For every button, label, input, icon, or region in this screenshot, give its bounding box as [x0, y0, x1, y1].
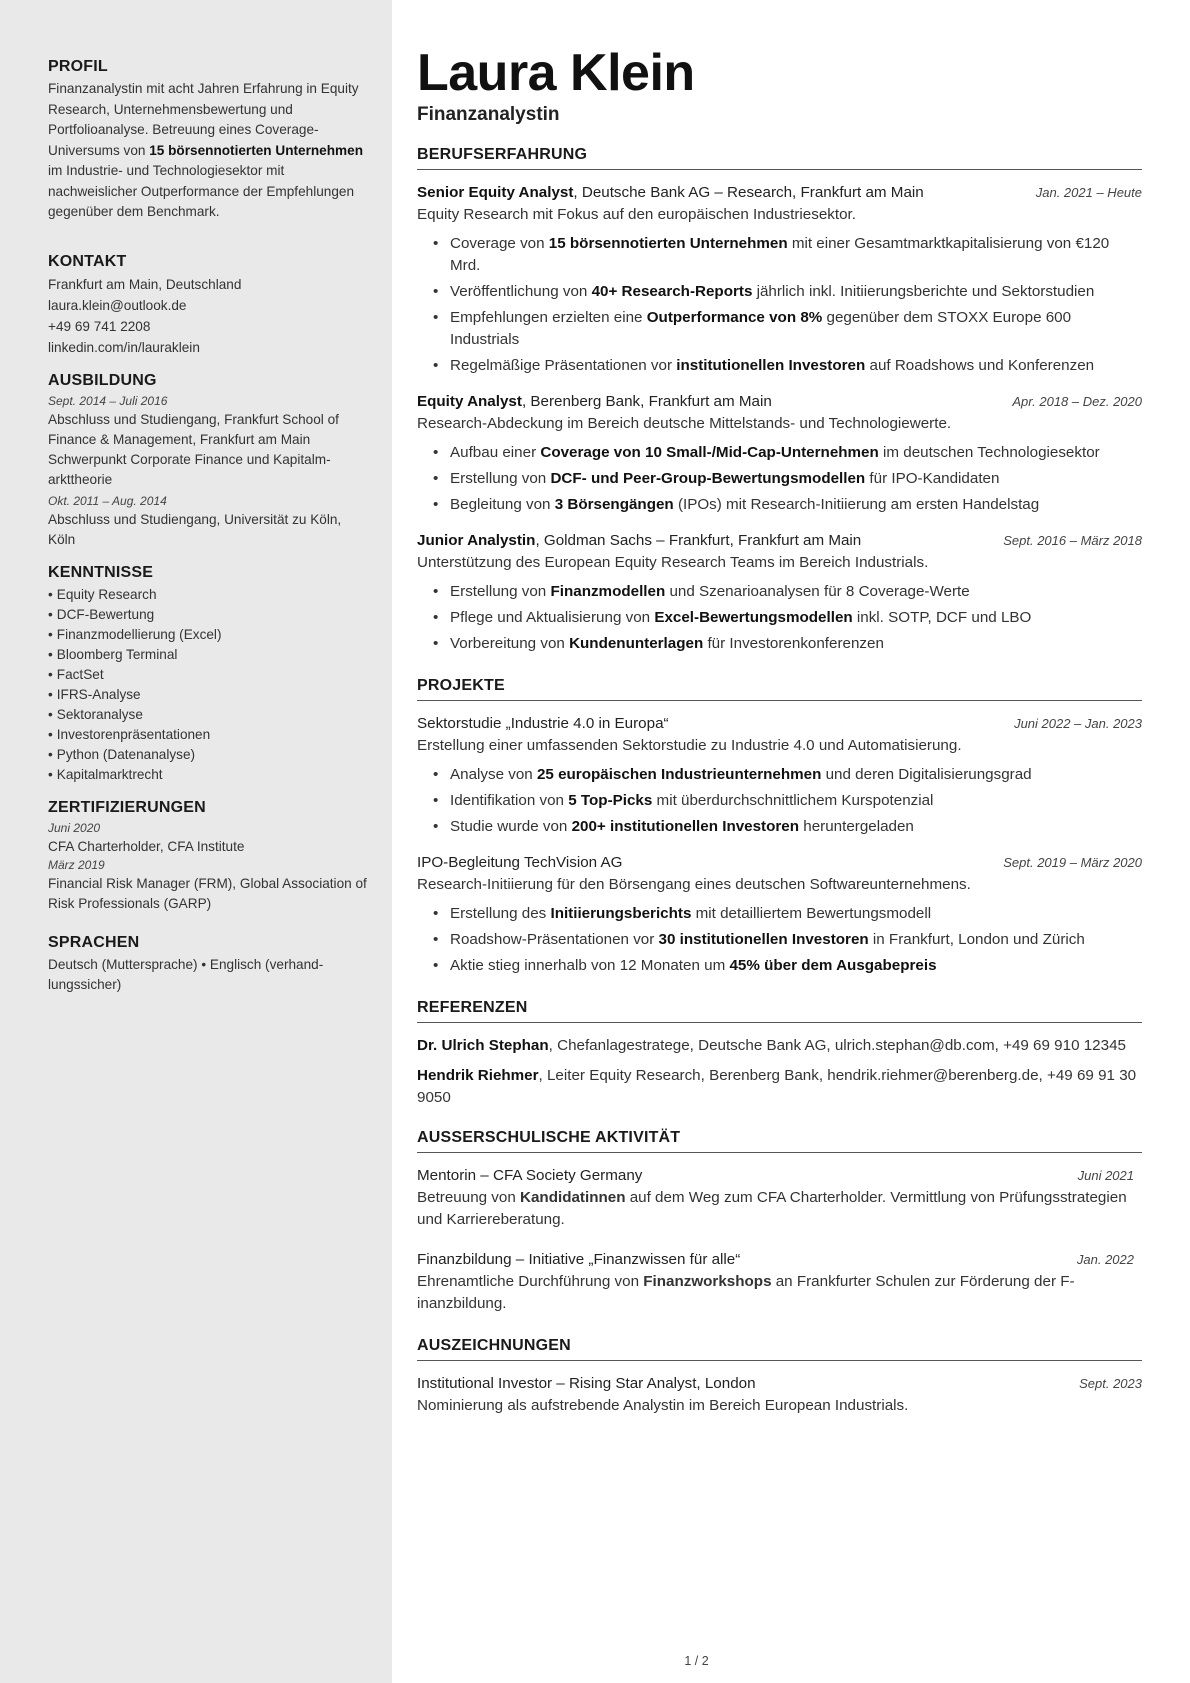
- profile-text: Finanzanalystin mit acht Jahren Erfahrung in Equity Research, Unternehmensbewertung und Portfolioanalyse. Betreuung eines Coverage-Universums von 15 börsennotierten Unternehmen im Industrie- und Technologiesektor mit nachweislicher Outperformance der Empfehlungen gegenüber dem Benchmark.: [48, 81, 363, 219]
- skill-item: • Equity Research: [48, 586, 157, 602]
- reference-item: Hendrik Riehmer, Leiter Equity Research, Berenberg Bank, hendrik.riehmer@berenberg.de, +49 69 91 30 9050: [417, 1067, 1137, 1106]
- contact-heading: KONTAKT: [48, 252, 127, 270]
- skill-item: • IFRS-Analyse: [48, 686, 141, 702]
- profile-heading: PROFIL: [48, 58, 108, 75]
- education-text: Abschluss und Studiengang, Universität zu Köln, Köln: [48, 511, 342, 547]
- job-date: Apr. 2018 – Dez. 2020: [1012, 394, 1142, 409]
- contact-email[interactable]: laura.klein@outlook.de: [48, 297, 187, 313]
- awards-heading: AUSZEICHNUNGEN: [417, 1337, 1142, 1361]
- skill-item: • DCF-Bewertung: [48, 606, 155, 622]
- cert-text: CFA Charterholder, CFA Institute: [48, 838, 245, 854]
- activity-title: Finanzbildung – Initiative „Finanzwissen für alle“: [417, 1251, 741, 1268]
- award-entry: [417, 1373, 1142, 1417]
- skill-item: • Python (Datenanalyse): [48, 746, 196, 762]
- education-date: Sept. 2014 – Juli 2016: [48, 393, 168, 408]
- experience-heading: BERUFSERFAHRUNG: [417, 146, 1142, 170]
- bullet-item: • Roadshow-Präsentationen vor 30 institutionellen Investoren in Frankfurt, London und Zürich: [450, 929, 1142, 951]
- education-date: Okt. 2011 – Aug. 2014: [48, 493, 167, 508]
- job-bullets: [417, 442, 1142, 516]
- activity-title: Mentorin – CFA Society Germany: [417, 1167, 643, 1184]
- projects-section: [417, 677, 1142, 977]
- bullet-item: • Aktie stieg innerhalb von 12 Monaten um 45% über dem Ausgabepreis: [450, 955, 1142, 977]
- main-content: [392, 0, 1190, 1683]
- activities-heading: AUSSERSCHULISCHE AKTIVITÄT: [417, 1129, 1142, 1153]
- activity-entry: [417, 1165, 1142, 1231]
- project-description: Research-Initiierung für den Börsengang eines deutschen Softwareunternehmens.: [417, 876, 971, 893]
- activity-date: Jan. 2022: [1076, 1252, 1134, 1267]
- education-heading: AUSBILDUNG: [48, 371, 157, 389]
- skill-item: • Kapitalmarktrecht: [48, 766, 163, 782]
- skill-item: • Sektoranalyse: [48, 706, 143, 722]
- bullet-item: • Erstellung von Finanzmodellen und Szenarioanalysen für 8 Coverage-Werte: [450, 581, 1142, 603]
- education-note: Schwerpunkt Corporate Finance und Kapitalmarkttheorie: [48, 451, 331, 487]
- job-description: Research-Abdeckung im Bereich deutsche Mittelstands- und Technologiewerte.: [417, 415, 952, 432]
- job-entry: [417, 530, 1142, 655]
- contact-phone[interactable]: +49 69 741 2208: [48, 318, 151, 334]
- job-description: Equity Research mit Fokus auf den europäischen Industriesektor.: [417, 206, 856, 223]
- candidate-name: Laura Klein: [417, 44, 695, 102]
- candidate-role: Finanzanalystin: [417, 104, 560, 125]
- languages-heading: SPRACHEN: [48, 933, 140, 951]
- job-bullets: [417, 581, 1142, 655]
- activity-date: Juni 2021: [1077, 1168, 1134, 1183]
- bullet-item: • Identifikation von 5 Top-Picks mit überdurchschnittlichem Kurspotenzial: [450, 790, 1142, 812]
- skills-heading: KENNTNISSE: [48, 563, 154, 581]
- skill-item: • Bloomberg Terminal: [48, 646, 178, 662]
- job-title: Equity Analyst, Berenberg Bank, Frankfurt am Main: [417, 393, 772, 410]
- job-bullets: [417, 233, 1142, 377]
- skill-item: • Investorenpräsentationen: [48, 726, 211, 742]
- project-bullets: [417, 764, 1142, 838]
- cert-date: März 2019: [48, 857, 105, 872]
- cert-date: Juni 2020: [48, 820, 101, 835]
- activity-description: Betreuung von Kandidatinnen auf dem Weg zum CFA Charterholder. Vermittlung von Prüfungsstrategien und Karriereberatung.: [417, 1189, 1127, 1228]
- award-description: Nominierung als aufstrebende Analystin im Bereich European Industrials.: [417, 1397, 909, 1414]
- references-heading: REFERENZEN: [417, 999, 1142, 1023]
- projects-heading: PROJEKTE: [417, 677, 1142, 701]
- reference-item: Dr. Ulrich Stephan, Chefanlagestratege, Deutsche Bank AG, ulrich.stephan@db.com, +49 69 910 12345: [417, 1037, 1126, 1054]
- project-title: IPO-Begleitung TechVision AG: [417, 854, 623, 871]
- references-section: [417, 999, 1142, 1109]
- project-date: Sept. 2019 – März 2020: [1003, 855, 1142, 870]
- job-date: Jan. 2021 – Heute: [1035, 185, 1142, 200]
- job-title: Junior Analystin, Goldman Sachs – Frankfurt, Frankfurt am Main: [417, 532, 862, 549]
- activities-section: [417, 1129, 1142, 1315]
- languages-section: [48, 934, 370, 995]
- education-item: [48, 493, 370, 550]
- bullet-item: • Analyse von 25 europäischen Industrieunternehmen und deren Digitalisierungsgrad: [450, 764, 1142, 786]
- cert-text: Financial Risk Manager (FRM), Global Association of Risk Professionals (GARP): [48, 875, 367, 911]
- project-title: Sektorstudie „Industrie 4.0 in Europa“: [417, 715, 669, 732]
- page-number: 1 / 2: [684, 1654, 709, 1668]
- project-date: Juni 2022 – Jan. 2023: [1014, 716, 1142, 731]
- skill-item: • Finanzmodellierung (Excel): [48, 626, 222, 642]
- bullet-item: • Veröffentlichung von 40+ Research-Reports jährlich inkl. Initiierungsberichte und Sektorstudien: [450, 281, 1142, 303]
- job-date: Sept. 2016 – März 2018: [1003, 533, 1142, 548]
- education-item: [48, 393, 370, 490]
- project-description: Erstellung einer umfassenden Sektorstudie zu Industrie 4.0 und Automatisierung.: [417, 737, 962, 754]
- profile-section: [48, 58, 370, 223]
- bullet-item: • Pflege und Aktualisierung von Excel-Bewertungsmodellen inkl. SOTP, DCF und LBO: [450, 607, 1142, 629]
- education-section: [48, 372, 370, 550]
- skills-section: [48, 564, 370, 785]
- bullet-item: • Regelmäßige Präsentationen vor institutionellen Investoren auf Roadshows und Konferenzen: [450, 355, 1142, 377]
- education-text: Abschluss und Studiengang, Frankfurt School of Finance & Management, Frankfurt am Main: [48, 411, 339, 447]
- sidebar: [0, 0, 392, 1683]
- experience-section: [417, 146, 1142, 655]
- bullet-item: • Studie wurde von 200+ institutionellen Investoren heruntergeladen: [450, 816, 1142, 838]
- job-description: Unterstützung des European Equity Research Teams im Bereich Industrials.: [417, 554, 929, 571]
- bullet-item: • Aufbau einer Coverage von 10 Small-/Mid-Cap-Unternehmen im deutschen Technologiesektor: [450, 442, 1142, 464]
- certifications-heading: ZERTIFIZIERUNGEN: [48, 798, 206, 816]
- award-title: Institutional Investor – Rising Star Analyst, London: [417, 1375, 756, 1392]
- job-entry: [417, 182, 1142, 377]
- job-entry: [417, 391, 1142, 516]
- contact-section: [48, 253, 370, 358]
- project-bullets: [417, 903, 1142, 977]
- activity-entry: [417, 1249, 1142, 1315]
- job-title: Senior Equity Analyst, Deutsche Bank AG – Research, Frankfurt am Main: [417, 184, 924, 201]
- bullet-item: • Erstellung des Initiierungsberichts mit detailliertem Bewertungsmodell: [450, 903, 1142, 925]
- awards-section: [417, 1337, 1142, 1417]
- award-date: Sept. 2023: [1079, 1376, 1142, 1391]
- bullet-item: • Empfehlungen erzielten eine Outperformance von 8% gegenüber dem STOXX Europe 600 Industrials: [450, 307, 1142, 351]
- bullet-item: • Vorbereitung von Kundenunterlagen für Investorenkonferenzen: [450, 633, 1142, 655]
- languages-text: Deutsch (Muttersprache) • Englisch (verhandlungssicher): [48, 956, 324, 992]
- project-entry: [417, 852, 1142, 977]
- bullet-item: • Coverage von 15 börsennotierten Unternehmen mit einer Gesamtmarktkapitalisierung von €120 Mrd.: [450, 233, 1142, 277]
- contact-location: Frankfurt am Main, Deutschland: [48, 276, 242, 292]
- skill-item: • FactSet: [48, 666, 104, 682]
- bullet-item: • Erstellung von DCF- und Peer-Group-Bewertungsmodellen für IPO-Kandidaten: [450, 468, 1142, 490]
- bullet-item: • Begleitung von 3 Börsengängen (IPOs) mit Research-Initiierung am ersten Handelstag: [450, 494, 1142, 516]
- project-entry: [417, 713, 1142, 838]
- contact-linkedin[interactable]: linkedin.com/in/lauraklein: [48, 339, 200, 355]
- activity-description: Ehrenamtliche Durchführung von Finanzworkshops an Frankfurter Schulen zur Förderung der Finanzbildung.: [417, 1273, 1075, 1312]
- certifications-section: [48, 799, 370, 914]
